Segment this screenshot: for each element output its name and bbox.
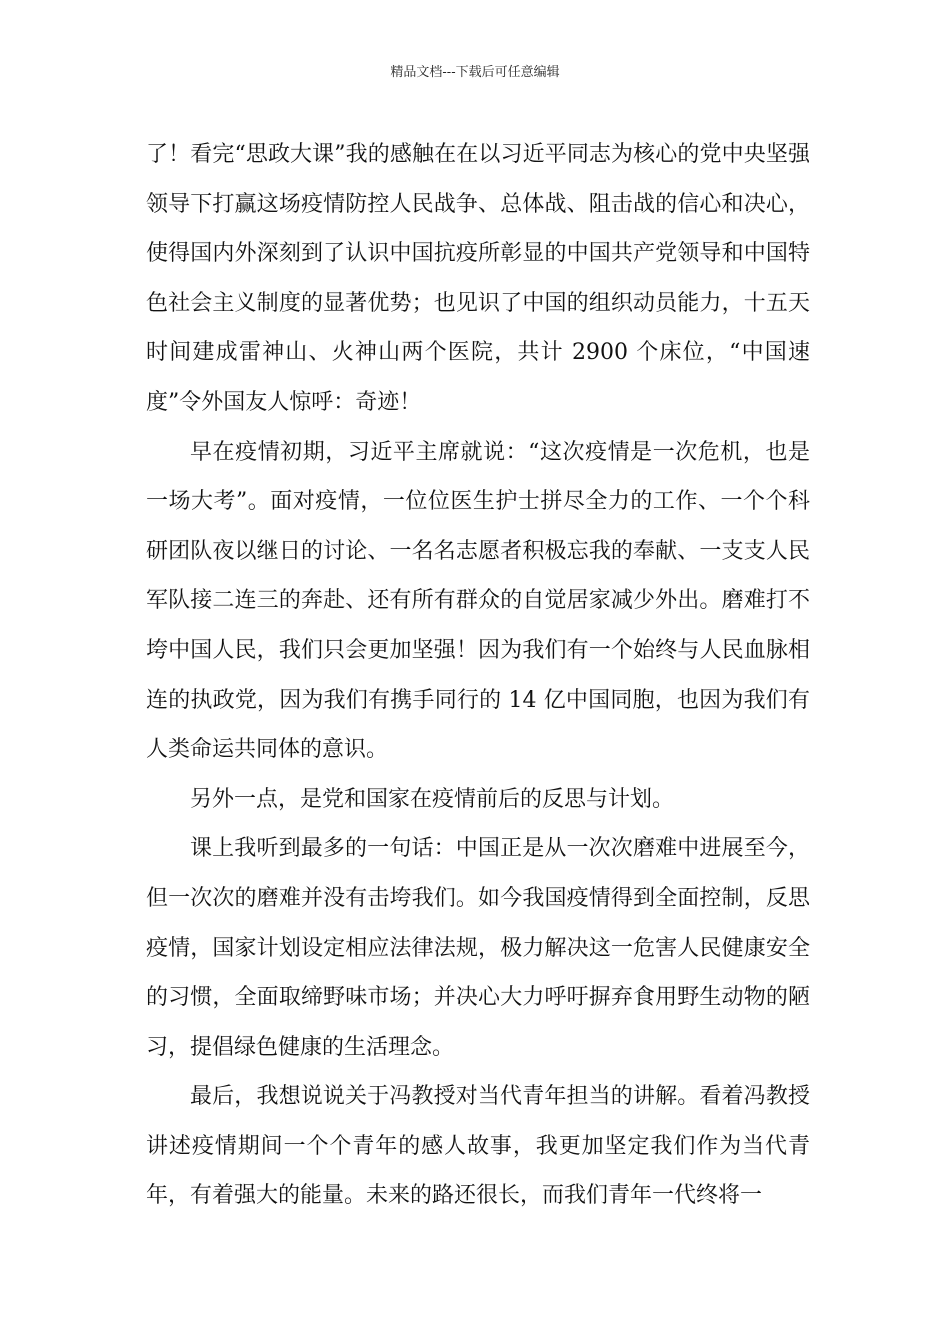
text-line: 安全的习惯，全面取缔野味市场；并决心大力呼吁摒弃食用野生动 [146, 935, 810, 1011]
text-line: 思疫情，国家计划设定相应法律法规，极力解决这一危害人民健康 [146, 885, 810, 961]
paragraph [146, 130, 810, 428]
paragraph [146, 428, 810, 775]
text-line: 支人民军队接二连三的奔赴、还有所有群众的自觉居家减少外出。 [146, 538, 810, 614]
text-line: 但一次次的磨难并没有击垮我们。如今我国疫情得到全面控制，反 [146, 885, 788, 911]
text-line: 是一场大考”。面对疫情，一位位医生护士拼尽全力的工作、一个 [146, 439, 810, 515]
text-line: 课上我听到最多的一句话：中国正是从一次次磨难中进展至今， [190, 836, 810, 862]
text-line: 个科研团队夜以继日的讨论、一名名志愿者积极忘我的奉献、一支 [146, 489, 810, 564]
text-line: “中国速度”令外国友人惊呼：奇迹！ [146, 340, 810, 415]
text-line: 坚强领导下打赢这场疫情防控人民战争、总体战、阻击战的信心和 [146, 142, 810, 217]
document-body [146, 130, 810, 1221]
text-line: 最后，我想说说关于冯教授对当代青年担当的讲解。看着冯教 [190, 1084, 788, 1110]
paragraph [146, 775, 810, 825]
text-line: 授讲述疫情期间一个个青年的感人故事，我更加坚定我们作为当代 [146, 1084, 810, 1159]
text-line: 决心，使得国内外深刻到了认识中国抗疫所彰显的中国共产党领导 [146, 191, 810, 267]
paragraph [146, 824, 810, 1072]
text-line: 青年，有着强大的能量。未来的路还很长，而我们青年一代终将一 [146, 1133, 810, 1209]
text-line: 另外一点，是党和国家在疫情前后的反思与计划。 [190, 786, 675, 812]
text-line: 因为我们有人类命运共同体的意识。 [146, 687, 810, 763]
text-line: 了！看完“思政大课”我的感触在在以习近平同志为核心的党中央 [146, 142, 766, 167]
text-line: 人民血脉相连的执政党，因为我们有携手同行的 14 亿中国同胞，也 [146, 637, 810, 713]
page-header: 精品文档---下载后可任意编辑 [390, 65, 560, 80]
text-line: 物的陋习，提倡绿色健康的生活理念。 [146, 985, 810, 1060]
text-line: 力，十五天时间建成雷神山、火神山两个医院，共计 2900 个床位， [146, 290, 810, 366]
text-line: 和中国特色社会主义制度的显著优势；也见识了中国的组织动员能 [146, 241, 810, 316]
text-line: 磨难打不垮中国人民，我们只会更加坚强！因为我们有一个始终与 [146, 588, 810, 663]
paragraph [146, 1072, 810, 1221]
text-line: 早在疫情初期，习近平主席就说：“这次疫情是一次危机，也 [190, 439, 788, 465]
